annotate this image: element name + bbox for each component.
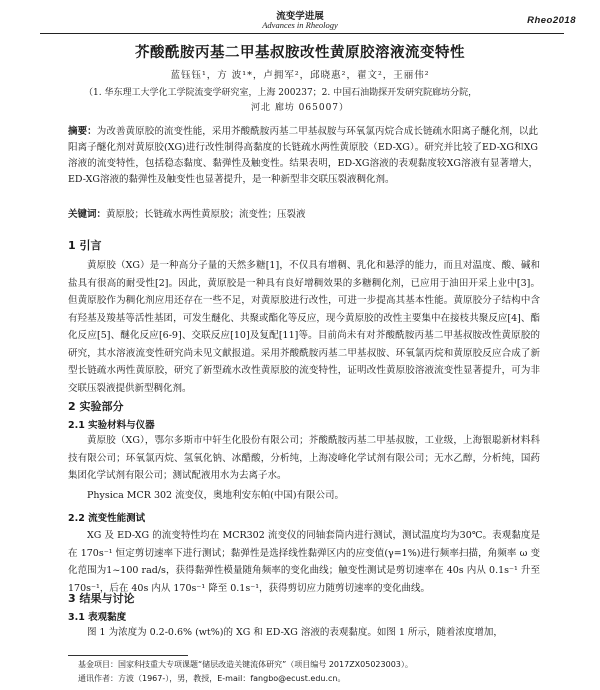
subsection-heading-materials: 2.1 实验材料与仪器: [68, 420, 155, 431]
section-heading-results: 3 结果与讨论: [68, 592, 135, 605]
abstract-label: 摘要：: [68, 126, 97, 137]
subsection-heading-viscosity: 3.1 表观黏度: [68, 612, 127, 623]
viscosity-paragraph: 图 1 为浓度为 0.2-0.6% (wt%)的 XG 和 ED-XG 溶液的表观黏度。如图 1 所示，随着浓度增加，: [87, 627, 503, 638]
keywords-label: 关键词：: [68, 209, 107, 220]
author-list: 蓝钰钰¹，方 波¹*，卢拥军²，邱晓惠²，翟文²，王丽伟²: [170, 70, 430, 81]
paper-title: 芥酸酰胺丙基二甲基叔胺改性黄原胶溶液流变特性: [135, 45, 465, 61]
section-heading-introduction: 1 引言: [68, 239, 102, 252]
affiliation-line-2: 河北 廊坊 065007）: [250, 103, 350, 113]
materials-paragraph: 黄原胶（XG），鄂尔多斯市中轩生化股份有限公司；芥酸酰胺丙基二甲基叔胺，工业级，上海银聪新材料科技有限公司；环氧氯丙烷、氢氧化钠、冰醋酸，分析纯，上海凌峰化学试剂有限公司；无水乙醇，分析纯，国药集团化学试剂有限公司；测试配液用水为去离子水。: [68, 435, 540, 481]
footnote-funding: 基金项目：国家科技重大专项课题“储层改造关键流体研究”（项目编号 2017ZX05023003）。: [78, 660, 413, 669]
instrument-paragraph: Physica MCR 302 流变仪，奥地利安东帕(中国)有限公司。: [87, 490, 345, 501]
keywords-text: 黄原胶；长链疏水两性黄原胶；流变性；压裂液: [106, 209, 306, 220]
journal-name-cn: 流变学进展: [276, 11, 324, 22]
abstract: [68, 124, 538, 188]
abstract-text: 为改善黄原胶的流变性能，采用芥酸酰胺丙基二甲基叔胺与环氧氯丙烷合成长链疏水阳离子醚化剂，以此阳离子醚化剂对黄原胶(XG)进行改性制得高黏度的长链疏水两性黄原胶（ED-XG）。研究并比较了ED-XG和XG溶液的流变特性，包括稳态黏度、黏弹性及触变性。结果表明，ED-XG溶液的表观黏度较XG溶液有显著增大，ED-XG溶液的黏弹性及触变性也显著提升，是一种新型非交联压裂液稠化剂。: [68, 126, 538, 185]
rheology-test-paragraph: XG 及 ED-XG 的流变特性均在 MCR302 流变仪的同轴套筒内进行测试，测试温度均为30℃。表观黏度是在 170s⁻¹ 恒定剪切速率下进行测试；黏弹性是选择线性黏弹区内的应变值(γ=1%)进行频率扫描，角频率 ω 变化范围为1~100 rad/s，获得黏弹性模量随角频率的变化曲线；触变性测试是剪切速率在 40s 内从 0.1s⁻¹ 升至 170s⁻¹，后在 40s 内从 170s⁻¹ 降至 0.1s⁻¹，获得剪切应力随剪切速率的变化曲线。: [68, 530, 540, 594]
affiliation-line-1: （1. 华东理工大学化工学院流变学研究室，上海 200237；2. 中国石油勘探开发研究院廊坊分院，: [84, 88, 478, 98]
footnote-contact: 通讯作者：方波（1967-），男，教授，E-mail：fangbo@ecust.edu.cn。: [78, 674, 346, 683]
section-heading-experimental: 2 实验部分: [68, 400, 124, 413]
keywords: [68, 206, 538, 220]
conference-logo: Rheo2018: [527, 15, 576, 26]
subsection-heading-rheology-test: 2.2 流变性能测试: [68, 513, 146, 524]
header-divider: [40, 33, 564, 34]
intro-paragraph: 黄原胶（XG）是一种高分子量的天然多糖[1]，不仅具有增稠、乳化和悬浮的能力，而且对温度、酸、碱和盐具有很高的耐受性[2]。因此，黄原胶是一种具有良好增稠效果的多糖稠化剂，已应用于油田开采上业中[3]。但黄原胶作为稠化剂应用还存在一些不足，对黄原胶进行改性，可进一步提高其基本性能。黄原胶分子结构中含有羟基及羧基等活性基团，可发生醚化、共聚或酯化等反应，现今黄原胶的改性主要集中在接枝共聚反应[4]、酯化反应[5]、醚化反应[6-9]、交联反应[10]及复配[11]等。目前尚未有对芥酸酰胺丙基二甲基叔胺改性黄原胶的研究，其水溶液流变性研究尚未见文献报道。采用芥酸酰胺丙基二甲基叔胺、环氧氯丙烷和黄原胶反应合成了新型长链疏水两性黄原胶，研究了新型疏水改性黄原胶的流变特性，证明改性黄原胶溶液流变性显著提升，可为非交联压裂液提供新型稠化剂。: [68, 260, 540, 394]
footnote-divider: [68, 655, 188, 656]
journal-name-en: Advances in Rheology: [262, 20, 338, 30]
